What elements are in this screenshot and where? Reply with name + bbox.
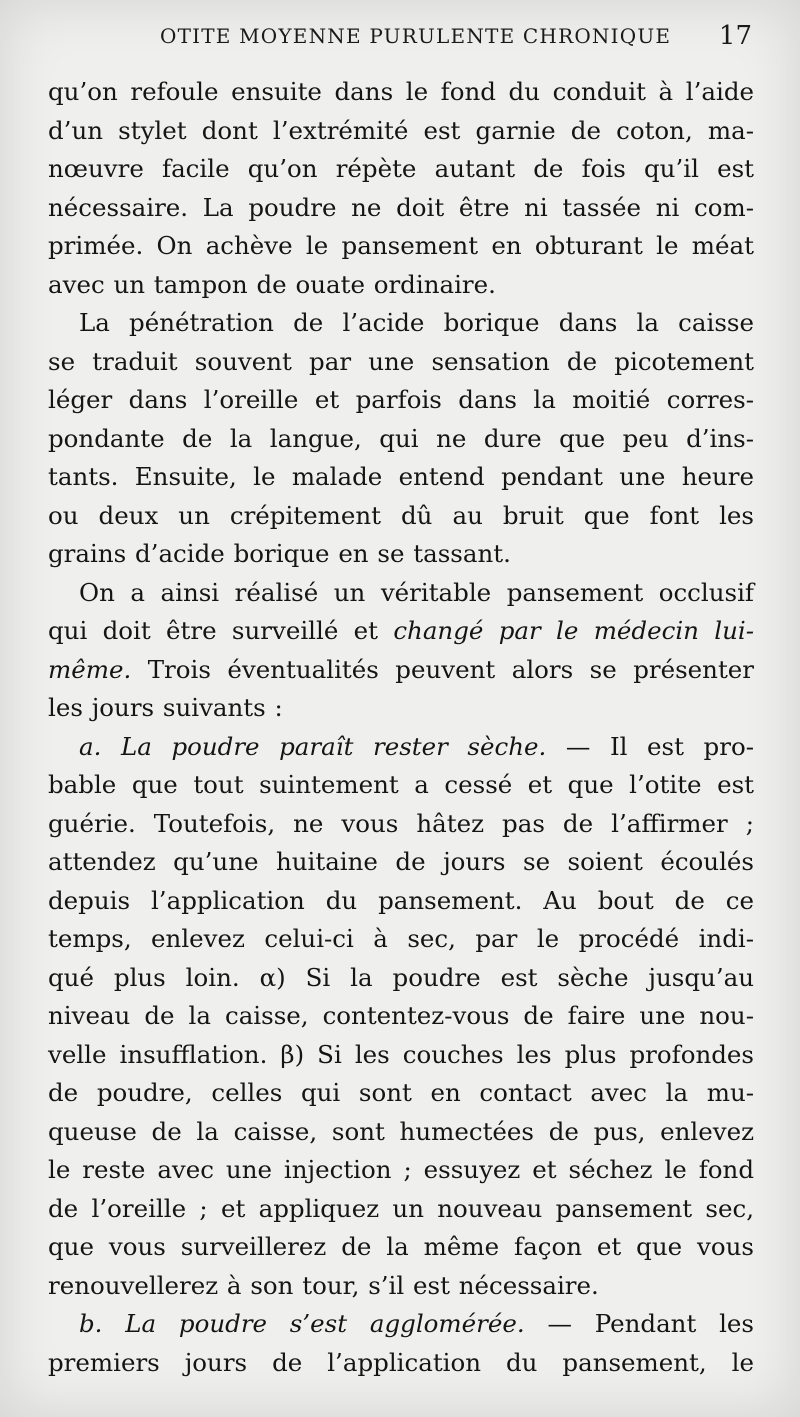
text-line-with-italic xyxy=(48,651,754,690)
paragraph-start-line: On a ainsi réalisé un véritable pansement occlusif xyxy=(79,577,754,607)
running-title: OTITE MOYENNE PURULENTE CHRONIQUE xyxy=(160,24,672,48)
text-line-with-italic xyxy=(48,612,754,651)
text-line: de poudre, celles qui sont en contact avec la mu- xyxy=(48,1078,754,1107)
text-line: de l’oreille ; et appliquez un nouveau pansement sec, xyxy=(48,1193,754,1223)
paragraph-start-line: La pénétration de l’acide borique dans la caisse xyxy=(79,308,754,337)
text-line: depuis l’application du pansement. Au bout de ce xyxy=(48,885,754,915)
italic-text: poudre s’est agglomérée. xyxy=(178,1309,525,1338)
text-line: primée. On achève le pansement en obturant le méat xyxy=(48,231,754,260)
list-marker-text xyxy=(79,732,171,761)
text-line: léger dans l’oreille et parfois dans la moitié corres- xyxy=(48,385,754,414)
text-line: guérie. Toutefois, ne vous hâtez pas de l’affirmer ; xyxy=(48,808,754,838)
text-line: bable que tout suintement a cessé et que l’otite est xyxy=(48,770,754,799)
roman-text: — Pendant les xyxy=(524,1309,754,1338)
list-marker-text xyxy=(79,1309,179,1338)
text-line: le reste avec une injection ; essuyez et séchez le fond xyxy=(48,1155,754,1184)
text-line: qué plus loin. α) Si la poudre est sèche jusqu’au xyxy=(48,962,754,992)
text-line: d’un stylet dont l’extrémité est garnie de coton, ma- xyxy=(48,115,754,145)
text-line: temps, enlevez celui-ci à sec, par le procédé indi- xyxy=(48,924,754,953)
body-text xyxy=(48,73,754,1382)
text-line: pondante de la langue, qui ne dure que peu d’ins- xyxy=(48,423,754,453)
text-line: velle insufflation. β) Si les couches les plus profondes xyxy=(48,1039,754,1069)
italic-text: changé par le médecin lui- xyxy=(393,616,754,645)
roman-text: Trois éventualités peuvent alors se présenter xyxy=(131,654,754,684)
text-line: renouvellerez à son tour, s’il est nécessaire. xyxy=(48,1270,599,1300)
page-number: 17 xyxy=(718,21,752,51)
text-line: avec un tampon de ouate ordinaire. xyxy=(48,269,496,299)
text-line: premiers jours de l’application du pansement, le xyxy=(48,1347,754,1377)
italic-text: même. xyxy=(48,654,132,684)
text-line: les jours suivants : xyxy=(48,693,283,722)
text-line: qu’on refoule ensuite dans le fond du conduit à l’aide xyxy=(48,77,754,106)
paragraph-start-line-with-italic xyxy=(48,728,754,767)
text-line: niveau de la caisse, contentez-vous de faire une nou- xyxy=(48,1001,754,1030)
paragraph-start-line-with-italic xyxy=(48,1305,754,1344)
page-header xyxy=(48,21,752,52)
text-line: que vous surveillerez de la même façon et que vous xyxy=(48,1232,754,1261)
text-line: attendez qu’une huitaine de jours se soient écoulés xyxy=(48,847,754,876)
text-line: nécessaire. La poudre ne doit être ni tassée ni com- xyxy=(48,192,754,222)
text-line: tants. Ensuite, le malade entend pendant une heure xyxy=(48,462,754,491)
italic-text: poudre paraît rester sèche. xyxy=(171,731,547,761)
text-line: ou deux un crépitement dû au bruit que font les xyxy=(48,500,754,530)
text-line: queuse de la caisse, sont humectées de pus, enlevez xyxy=(48,1116,754,1146)
text-line: grains d’acide borique en se tassant. xyxy=(48,539,511,568)
text-line: nœuvre facile qu’on répète autant de fois qu’il est xyxy=(48,154,754,183)
roman-italic-lead: b. La xyxy=(79,1309,179,1338)
roman-italic-lead: a. La xyxy=(79,731,172,761)
text-line: se traduit souvent par une sensation de picotement xyxy=(48,346,754,376)
roman-text: — Il est pro- xyxy=(546,731,754,761)
roman-text: qui doit être surveillé et xyxy=(48,616,394,645)
